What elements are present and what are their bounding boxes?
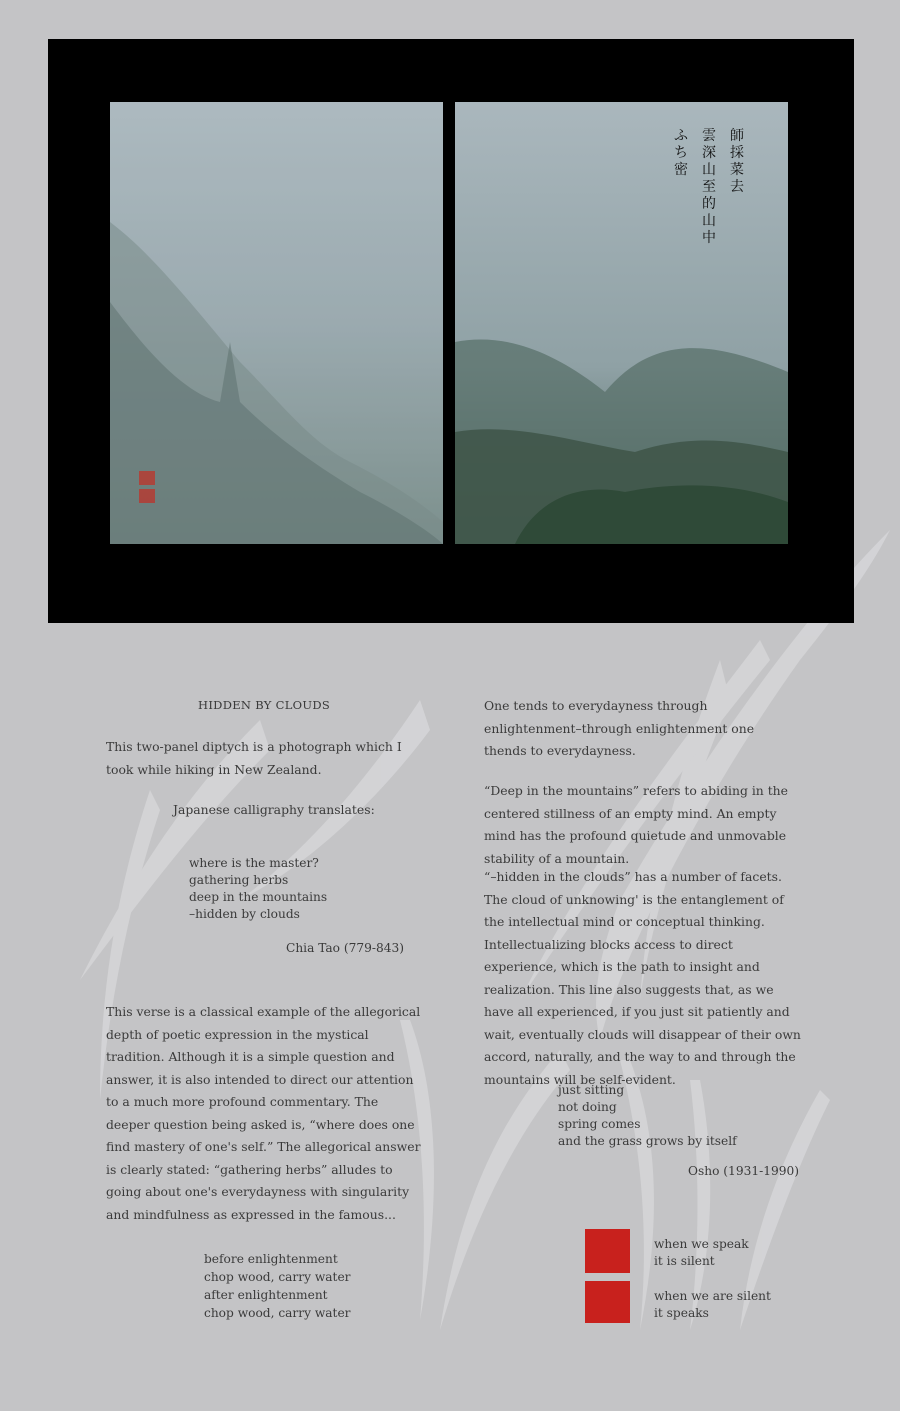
right-paragraph-2: “Deep in the mountains” refers to abiding in the centered stillness of an empty mind. An empty mind has the profound quietude and unmovable stability of a mountain. [484,783,789,866]
commentary-paragraph: This verse is a classical example of the allegorical depth of poetic expression in the mystical tradition. Although it is a simple question and answer, it is also intended to direct our attention to a much more profound commentary. The deeper question being asked is, “where does one find mastery of one's self.” The allegorical answer is clearly stated: “gathering herbs” alludes to going about one's everydayness with singularity and mindfulness as expressed in the famous... [106,1004,421,1222]
closing-verse-2 [654,1288,771,1322]
photo-panel-left [110,102,443,544]
poem-line: deep in the mountains [189,890,328,904]
osho-poem [558,1082,737,1150]
seal-stamp-left [139,471,155,485]
intro-paragraph: This two-panel diptych is a photograph which I took while hiking in New Zealand. [106,739,402,777]
poem-line: it speaks [654,1306,709,1320]
translation-label: Japanese calligraphy translates: [173,802,375,817]
osho-credit: Osho (1931-1990) [688,1164,799,1178]
poem-line: spring comes [558,1117,641,1131]
poem-line: –hidden by clouds [189,907,300,921]
poem-line: when we speak [654,1237,749,1251]
poem-line: just sitting [558,1083,625,1097]
poem-line: not doing [558,1100,617,1114]
right-paragraph-1: One tends to everydayness through enlightenment–through enlightenment one thends to everydayness. [484,698,755,758]
calligraphy-column-1: 師採菜去 [730,128,744,195]
photo-panel-right [455,102,788,544]
closing-verse-1 [654,1236,749,1270]
poem-line: gathering herbs [189,873,289,887]
poem-line: chop wood, carry water [204,1270,351,1284]
poem-line: it is silent [654,1254,715,1268]
calligraphy-column-3: ふち密 [674,128,688,178]
poem-line: before enlightenment [204,1252,338,1266]
seal-stamp-left-2 [139,489,155,503]
red-seal-top [585,1229,630,1273]
chia-tao-poem [189,855,327,923]
poem-line: chop wood, carry water [204,1306,351,1320]
diptych-frame [48,39,854,623]
poem-line: when we are silent [654,1289,771,1303]
poem-credit: Chia Tao (779-843) [286,941,405,955]
poem-line: where is the master? [189,856,319,870]
zen-poem [204,1250,350,1322]
right-paragraph-3: “–hidden in the clouds” has a number of facets. The cloud of unknowing' is the entanglement of the intellectual mind or conceptual thinking. Intellectualizing blocks access to direct experience, which is the path to insight and realization. This line also suggests that, as we have all experienced, if you just sit patiently and wait, eventually clouds will disappear of their own accord, naturally, and the way to and through the mountains will be self-evident. [484,869,801,1087]
page-title: HIDDEN BY CLOUDS [198,698,331,712]
red-seal-bottom [585,1281,630,1323]
poem-line: after enlightenment [204,1288,328,1302]
poem-line: and the grass grows by itself [558,1134,737,1148]
calligraphy-column-2: 雲深山至的山中 [702,128,716,246]
